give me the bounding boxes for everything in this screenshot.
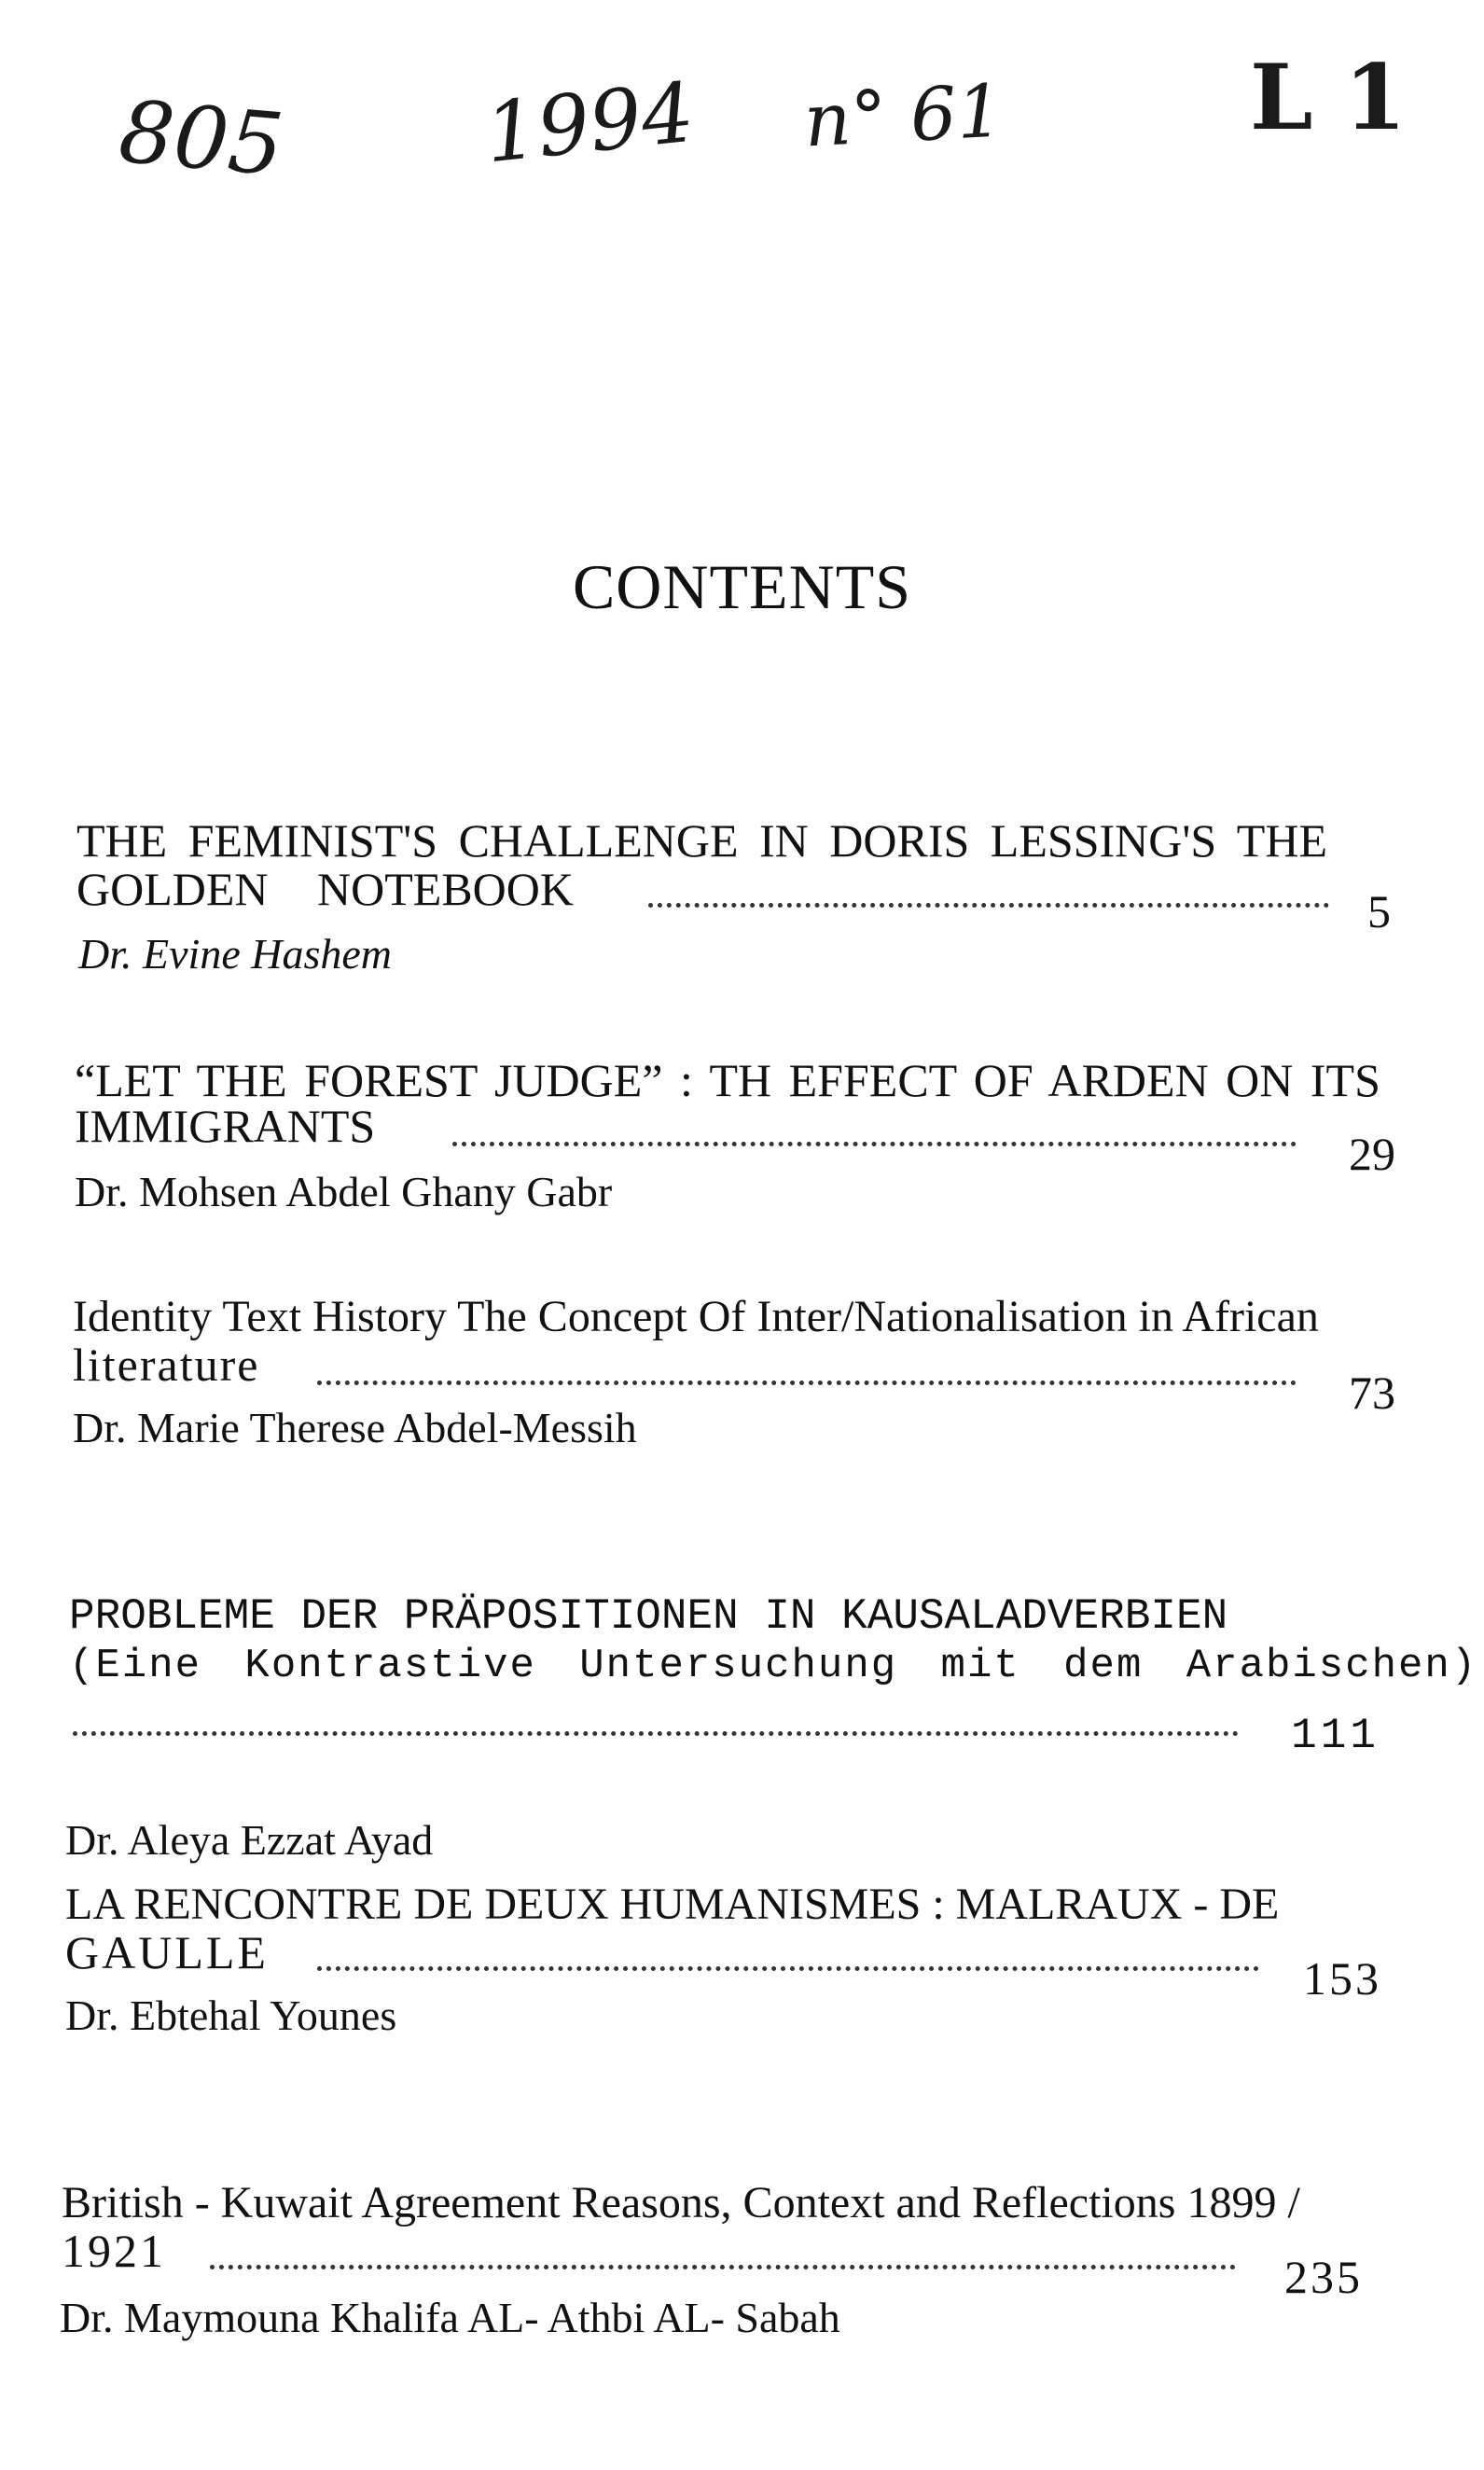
handwritten-year: 1994 <box>480 63 699 182</box>
page-number: 235 <box>1284 2251 1363 2303</box>
entry-title-line-1: PROBLEME DER PRÄPOSITIONEN IN KAUSALADVERBIEN <box>69 1592 1228 1641</box>
author-name: Dr. Aleya Ezzat Ayad <box>65 1816 434 1864</box>
page-number: 153 <box>1303 1952 1381 2005</box>
handwritten-issue: n° 61 <box>801 69 1006 164</box>
page-number: 111 <box>1291 1712 1380 1760</box>
entry-title-line-2: (Eine Kontrastive Untersuchung mit dem Arabischen) <box>69 1643 1478 1689</box>
author-name: Dr. Mohsen Abdel Ghany Gabr <box>75 1168 613 1215</box>
author-name: Dr. Evine Hashem <box>78 930 392 978</box>
handwritten-number: 805 <box>115 81 287 196</box>
entry-title-line-2: literature <box>73 1339 260 1391</box>
entry-title-line-2: IMMIGRANTS <box>75 1100 376 1152</box>
entry-title-line-2: GOLDEN NOTEBOOK <box>76 863 574 915</box>
entry-title-line-1: Identity Text History The Concept Of Inter/Nationalisation in African <box>73 1292 1319 1341</box>
dot-leader <box>317 1966 1259 1971</box>
entry-title-line-1: LA RENCONTRE DE DEUX HUMANISMES : MALRAUX - DE <box>65 1880 1280 1929</box>
dot-leader <box>73 1731 1239 1736</box>
dot-leader <box>317 1381 1297 1385</box>
page-number: 73 <box>1349 1367 1395 1419</box>
page-number: 5 <box>1367 885 1391 937</box>
dot-leader <box>648 903 1329 908</box>
dot-leader <box>452 1142 1297 1146</box>
entry-title-line-1: “LET THE FOREST JUDGE” : TH EFFECT OF ARDEN ON ITS <box>75 1054 1380 1106</box>
entry-title-line-1: THE FEMINIST'S CHALLENGE IN DORIS LESSING'S THE <box>76 814 1327 867</box>
author-name: Dr. Maymouna Khalifa AL- Athbi AL- Sabah <box>60 2294 840 2341</box>
author-name: Dr. Ebtehal Younes <box>65 1991 397 2039</box>
author-name: Dr. Marie Therese Abdel-Messih <box>73 1404 637 1451</box>
page-title: CONTENTS <box>572 551 912 622</box>
dot-leader <box>210 2265 1236 2269</box>
entry-title-line-2: 1921 <box>62 2225 166 2277</box>
entry-title-line-2: GAULLE <box>65 1926 269 1978</box>
entry-title-line-1: British - Kuwait Agreement Reasons, Context and Reflections 1899 / <box>62 2178 1300 2227</box>
handwritten-code: L 1 <box>1250 45 1407 150</box>
page-number: 29 <box>1349 1128 1395 1180</box>
